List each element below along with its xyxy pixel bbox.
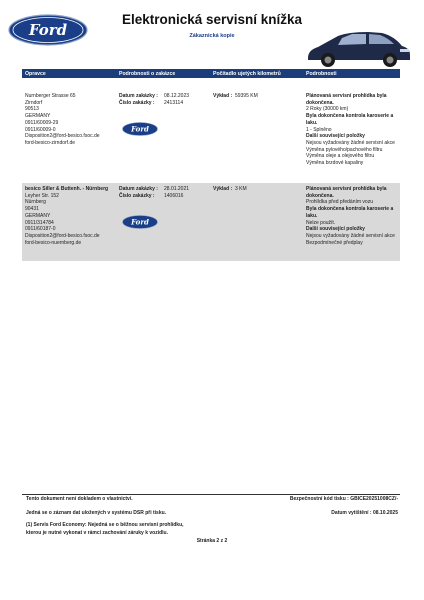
order-number: 1406016 — [164, 192, 184, 199]
order-details: Datum zakázky : 28.01.2021 Číslo zakázky : 1406016 — [119, 186, 190, 199]
dealer-info: besico Siller & Buttenh. - Nürnberg Leyher Str. 152 Nürnberg 90431 GERMANY 0911/314784 0911/60187-0 Disposition2@ford-besico.fsoc.de ford-besico-nuernberg.de — [25, 186, 115, 246]
table-row — [22, 90, 400, 183]
order-date: 28.01.2021 — [164, 186, 190, 192]
ford-logo — [122, 215, 158, 229]
page-number: Stránka 2 z 2 — [196, 538, 228, 544]
odometer-value: 3 KM — [234, 186, 247, 192]
odometer-value: 59395 KM — [234, 93, 258, 99]
car-image — [302, 22, 414, 70]
column-header: Podrobnosti — [306, 71, 337, 77]
page-subtitle: Zákaznická kopie — [189, 33, 235, 39]
table-row — [22, 183, 400, 261]
odometer: Výkład : 59395 KM — [213, 93, 258, 99]
service-details: Plánovaná servisní prohlídka byla dokončena. Prohlídka před předáním vozu Byla dokončena kontrola karoserie a laku. Nelze použít. Další související položky Nejsou vyžadovány žádné servisní akce Bezpodmínečné předplay — [306, 186, 395, 246]
odometer: Výklad : 3 KM — [213, 186, 247, 192]
column-header: Počitadlo ujetých kilometrů — [213, 71, 281, 77]
ownership-note: Tento dokument není dokladem o vlastnictví. — [26, 496, 133, 502]
column-header: Podrobnosti o zakázce — [119, 71, 176, 77]
svg-text:Ford: Ford — [131, 217, 149, 227]
footer-divider — [22, 494, 400, 495]
svg-text:Ford: Ford — [131, 124, 149, 134]
ford-logo — [122, 122, 158, 136]
dealer-name: besico Siller & Buttenh. - Nürnberg — [25, 186, 109, 192]
order-details: Datum zakázky : 08.12.2023 Číslo zakázky : 2413114 — [119, 93, 190, 106]
order-date: 08.12.2023 — [164, 93, 190, 99]
service-details: Plánovaná servisní prohlídka byla dokončena. 2 Roky (30000 km) Byla dokončena kontrola karoserie a laku. 1 - Splněno Další související položky Nejsou vyžadovány žádné servisní akce Výměna pylového/pachového filtru Výměna oleje a olejového filtru Výměna brzdové kapaliny — [306, 93, 395, 167]
page-title: Elektronická servisní knížka — [121, 12, 303, 27]
economy-note-line2: kterou je nutné vykonat v rámci zachování záruky k vozidlu. — [26, 530, 168, 536]
column-header: Opravce — [25, 71, 46, 77]
economy-note-line1: (1) Servis Ford Economy: Nejedná se o běžnou servisní prohlídku, — [26, 522, 184, 528]
security-code: Bezpečnostní kód tisku : GBICE20251008CZ/- — [289, 496, 398, 502]
dealer-info: Nurnberger Strasse 65 Zirndorf 90513 GERMANY 0911/60009-29 0911/60009-0 Disposition2@ford-besico.fsoc.de ford-besico-zirndorf.de — [25, 93, 100, 146]
print-date: Datum vytištění : 08.10.2025 — [331, 510, 398, 516]
svg-text:Ford: Ford — [28, 21, 68, 39]
order-number: 2413114 — [164, 99, 184, 106]
table-header — [22, 69, 400, 78]
dsr-note: Jedná se o záznam dat uložených v systému DSR při tisku. — [26, 510, 167, 516]
